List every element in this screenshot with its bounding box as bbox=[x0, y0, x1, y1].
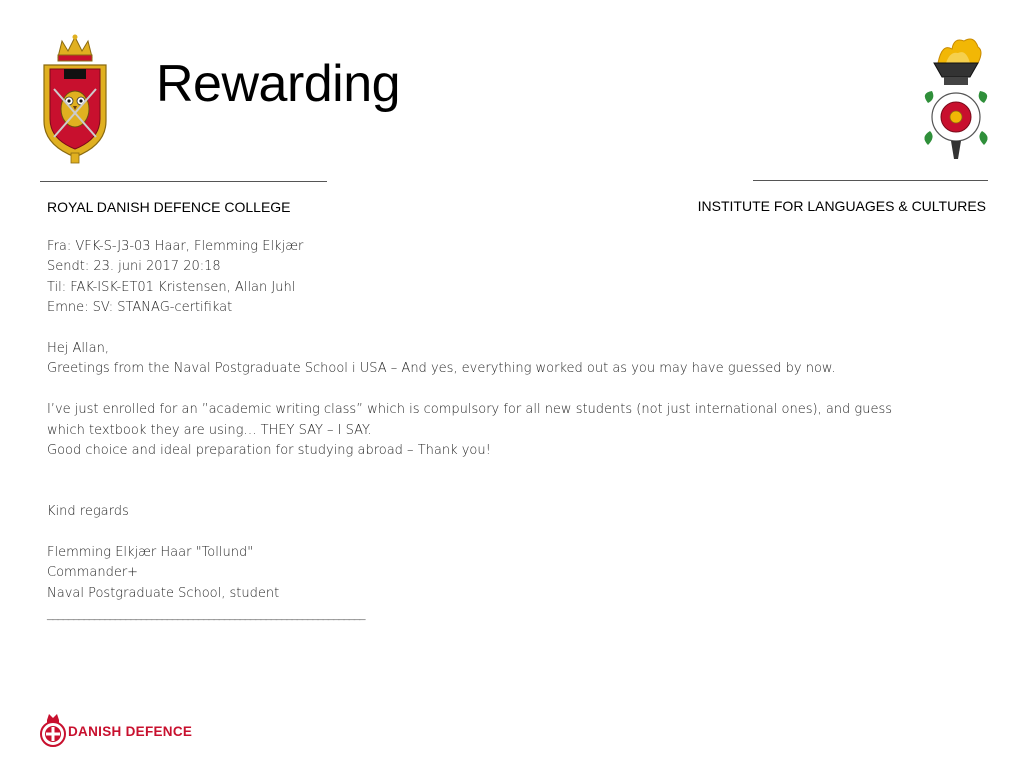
footer-logo-text: DANISH DEFENCE bbox=[68, 724, 193, 739]
slide-title: Rewarding bbox=[156, 55, 401, 113]
header-right-label: INSTITUTE FOR LANGUAGES & CULTURES bbox=[697, 198, 986, 214]
email-from: Fra: VFK-S-J3-03 Haar, Flemming Elkjær bbox=[47, 239, 304, 254]
email-paragraph-1: Greetings from the Naval Postgraduate School i USA – And yes, everything worked out as you may have guessed by now. bbox=[47, 361, 836, 377]
torch-rose-emblem-icon bbox=[918, 33, 994, 165]
email-to: Til: FAK-ISK-ET01 Kristensen, Allan Juhl bbox=[47, 279, 296, 295]
email-paragraph-2-line-2: which textbook they are using… THEY SAY – I SAY. bbox=[47, 422, 372, 438]
email-closing: Kind regards bbox=[47, 504, 129, 520]
royal-danish-defence-college-crest-icon bbox=[36, 33, 114, 165]
signature-name: Flemming Elkjær Haar "Tollund" bbox=[47, 544, 254, 560]
signature-rank: Commander+ bbox=[47, 565, 139, 581]
header-right-rule bbox=[753, 180, 988, 181]
danish-defence-emblem-icon bbox=[40, 712, 66, 748]
signature-rule: _____________________________________________________________ bbox=[47, 606, 365, 622]
email-greeting: Hej Allan, bbox=[47, 340, 109, 356]
email-paragraph-2-line-1: I’ve just enrolled for an ”academic writing class” which is compulsory for all new students (not just international ones), and guess bbox=[47, 402, 892, 418]
email-paragraph-3: Good choice and ideal preparation for studying abroad – Thank you! bbox=[47, 442, 491, 458]
email-body bbox=[47, 237, 987, 624]
signature-affiliation: Naval Postgraduate School, student bbox=[47, 585, 280, 601]
email-sent: Sendt: 23. juni 2017 20:18 bbox=[47, 259, 221, 275]
email-subject: Emne: SV: STANAG-certifikat bbox=[47, 300, 233, 316]
header-left-label: ROYAL DANISH DEFENCE COLLEGE bbox=[47, 199, 291, 215]
header-left-rule bbox=[40, 181, 327, 182]
